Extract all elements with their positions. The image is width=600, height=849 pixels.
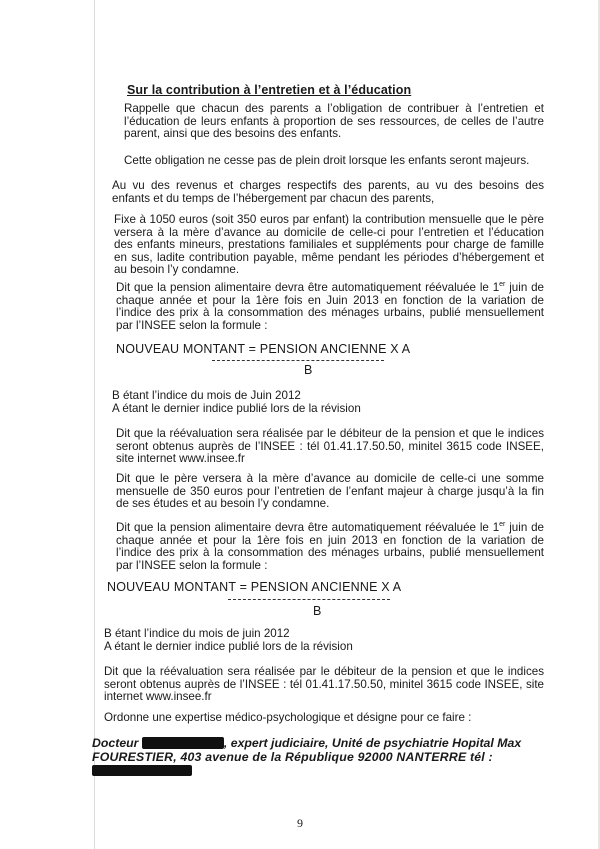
reevaluation-2-text-a: Dit que la pension alimentaire devra être automatiquement réévaluée le 1 bbox=[116, 521, 500, 534]
expert-designation bbox=[92, 737, 544, 778]
paragraph-obligation: Rappelle que chacun des parents a l’obligation de contribuer à l’entretien et l’éducation de leurs enfants à proportion de ses ressources, de celles de l’autre parent, ainsi que des besoins des enfants. bbox=[124, 102, 544, 141]
paragraph-adult-child: Dit que le père versera à la mère d’avance au domicile de celle-ci une somme mensuelle de 350 euros pour l’entretien de l’enfant majeur à charge jusqu’à la fin de ses études et au besoin l’y condamne. bbox=[116, 472, 544, 511]
definition-1-b: B étant l’indice du mois de Juin 2012 bbox=[112, 389, 301, 402]
formula-2-denominator: B bbox=[313, 604, 322, 618]
paragraph-reevaluation-1 bbox=[116, 282, 544, 332]
expert-title: Docteur bbox=[92, 736, 139, 750]
formula-1-denominator: B bbox=[304, 363, 313, 377]
paragraph-insee-1: Dit que la réévaluation sera réalisée par le débiteur de la pension et que le indices seront obtenus auprès de l’INSEE : tél 01.41.17.50.50, minitel 3615 code INSEE, site internet www.insee.fr bbox=[116, 427, 544, 466]
paragraph-expertise: Ordonne une expertise médico-psychologique et désigne pour ce faire : bbox=[104, 711, 472, 724]
formula-2: NOUVEAU MONTANT = PENSION ANCIENNE X A bbox=[107, 580, 402, 594]
formula-1: NOUVEAU MONTANT = PENSION ANCIENNE X A bbox=[116, 342, 411, 356]
section-heading: Sur la contribution à l’entretien et à l’éducation bbox=[127, 83, 412, 97]
paragraph-majority: Cette obligation ne cesse pas de plein droit lorsque les enfants seront majeurs. bbox=[124, 154, 530, 167]
formula-2-fraction-line bbox=[228, 599, 390, 600]
reevaluation-2-superscript: er bbox=[499, 521, 506, 528]
redaction-bar-phone bbox=[92, 765, 192, 776]
paragraph-revenues: Au vu des revenus et charges respectifs des parents, au vu des besoins des enfants et du temps de l’hébergement par chacun des parents, bbox=[112, 179, 544, 205]
page-number: 9 bbox=[297, 816, 303, 830]
reevaluation-1-text-a: Dit que la pension alimentaire devra être automatiquement réévaluée le 1 bbox=[116, 281, 500, 294]
reevaluation-2-text-b: juin de chaque année et pour la 1ère fois en juin 2013 en fonction de la variation de l’indice des prix à la consommation des ménages urbains, publié mensuellement par l’INSEE selon la formule : bbox=[116, 521, 544, 572]
paragraph-reevaluation-2 bbox=[116, 522, 544, 572]
expert-line-1 bbox=[92, 737, 544, 751]
definition-2-a: A étant le dernier indice publié lors de la révision bbox=[104, 640, 353, 653]
expert-line-2: FOURESTIER, 403 avenue de la République 92000 NANTERRE tél : bbox=[92, 749, 493, 764]
paragraph-insee-2: Dit que la réévaluation sera réalisée par le débiteur de la pension et que le indices seront obtenus auprès de l’INSEE : tél 01.41.17.50.50, minitel 3615 code INSEE, site internet www.insee.fr bbox=[104, 665, 544, 704]
expert-role: , expert judiciaire, Unité de psychiatrie Hopital Max bbox=[223, 736, 522, 750]
expert-line-3 bbox=[92, 764, 544, 778]
scan-edge-left bbox=[94, 0, 95, 849]
paragraph-contribution-amount: Fixe à 1050 euros (soit 350 euros par enfant) la contribution mensuelle que le père versera à la mère d’avance au domicile de celle-ci pour l’entretien et l’éducation des enfants mineurs, prestations familiales et suppléments pour charge de famille en sus, ladite contribution payable, même pendant les périodes d’hébergement et au besoin l’y condamne. bbox=[114, 213, 544, 277]
redaction-bar-name bbox=[142, 737, 224, 749]
definition-1-a: A étant le dernier indice publié lors de la révision bbox=[112, 402, 361, 415]
formula-1-fraction-line bbox=[212, 360, 384, 361]
reevaluation-1-superscript: er bbox=[499, 281, 506, 288]
reevaluation-1-text-b: juin de chaque année et pour la 1ère fois en Juin 2013 en fonction de la variation de l’indice des prix à la consommation des ménages urbains, publié mensuellement par l’INSEE selon la formule : bbox=[116, 281, 544, 332]
definition-2-b: B étant l’indice du mois de juin 2012 bbox=[104, 627, 290, 640]
